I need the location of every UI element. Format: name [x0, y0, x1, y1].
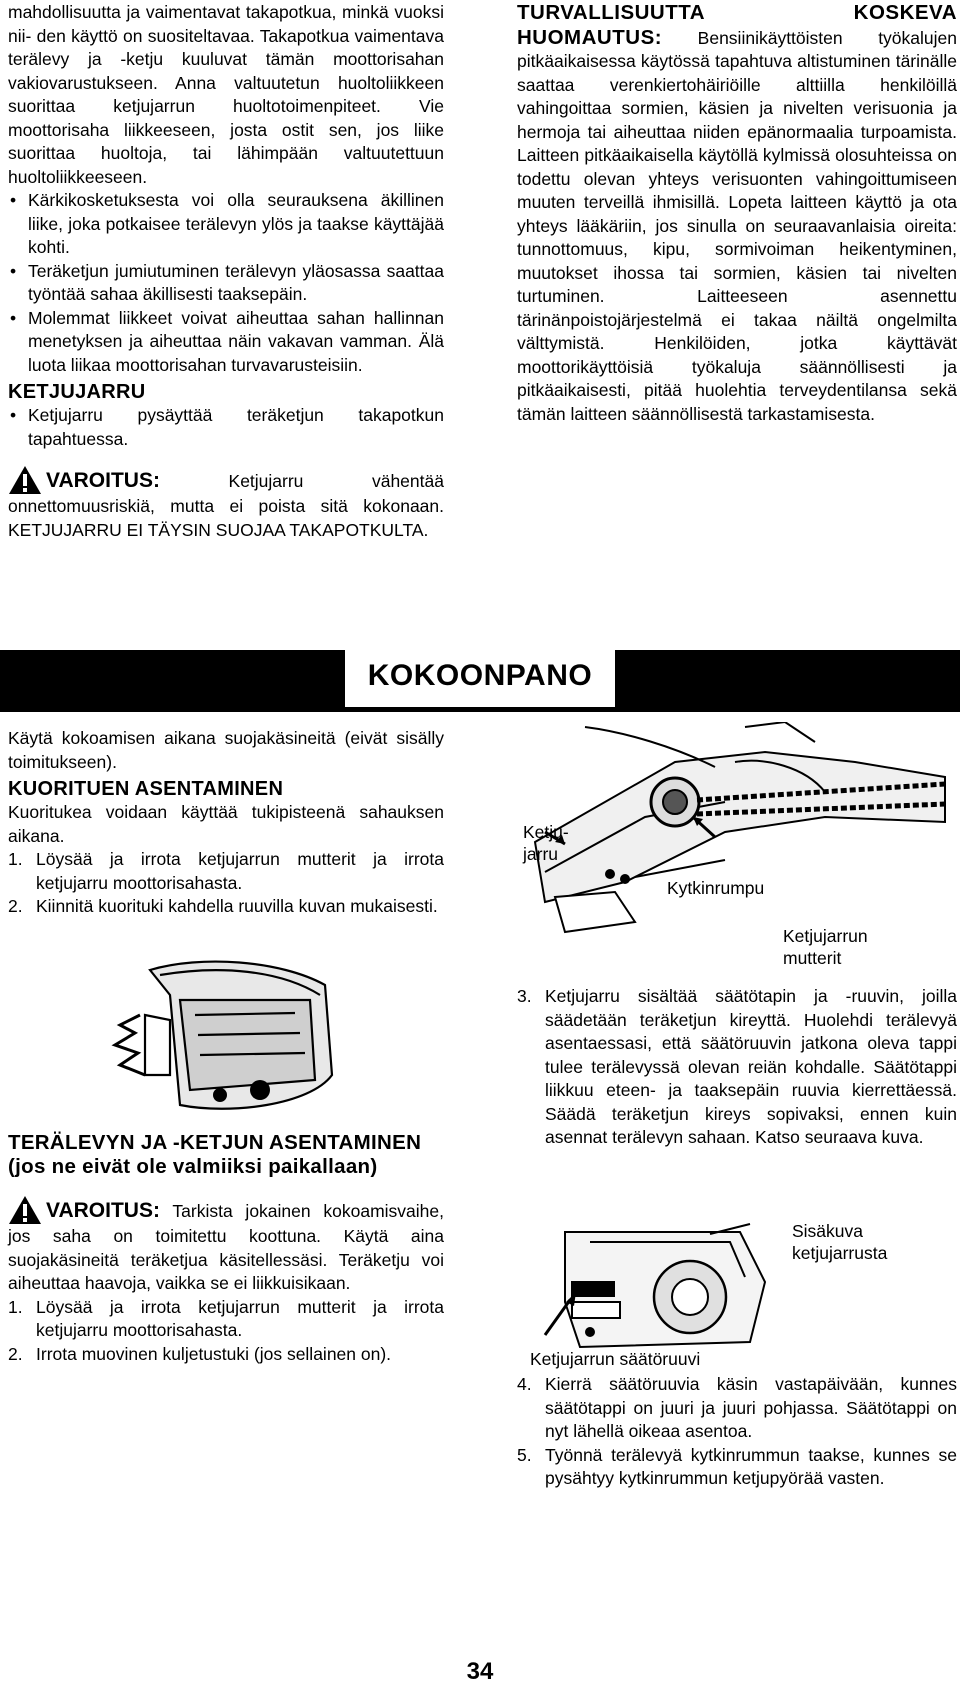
clutch-drum-illustration	[525, 722, 955, 972]
arrow-icon	[540, 1290, 580, 1340]
warning-label: VAROITUS:	[46, 1199, 160, 1222]
chain-brake-heading: KETJUJARRU	[8, 381, 146, 403]
bar-step-1: 1. Löysää ja irrota ketjujarrun mutterit ja irrota ketjujarru moottorisahasta.	[8, 1296, 444, 1340]
page-number: 34	[466, 1658, 494, 1685]
spike-step-2: 2. Kiinnitä kuorituki kahdella ruuvilla kuvan mukaisesti.	[8, 896, 438, 916]
label-clutch-drum: Kytkinrumpu	[667, 878, 765, 898]
intro-paragraph: mahdollisuutta ja vaimentavat takapotkua, minkä vuoksi nii- den käyttö on suositeltavaa. Takapotkua vaimentava terälevy ja -ketju kuuluvat tämän moottorisahan vakiovarustukseen. Anna valtuutetun huoltoliikkeen suorittaa ketjujarrun huoltotoimenpiteet. Vie moottorisaha liikkeeseen, josta ostit sen, jos liike suorittaa huoltoja, tai lähimpään valtuutettuun huoltoliikkeeseen.	[8, 2, 444, 187]
spike-heading: KUORITUEN ASENTAMINEN	[8, 778, 284, 800]
step-4-text: Kierrä säätöruuvia käsin vastapäivään, kunnes säätötappi on juuri ja juuri pohjassa. Säätötappi on nyt lähellä oikeaa asentoa.	[545, 1374, 957, 1441]
step-5-text: Työnnä terälevyä kytkinrummun taakse, kunnes se pysähtyy kytkinrummun ketjupyörää vasten.	[545, 1444, 957, 1488]
left-column-assembly	[8, 727, 444, 919]
label-inside-view: Sisäkuva ketjujarrusta	[792, 1221, 888, 1263]
bar-step-2: 2. Irrota muovinen kuljetustuki (jos sellainen on).	[8, 1343, 392, 1364]
gloves-paragraph: Käytä kokoamisen aikana suojakäsineitä (eivät sisälly toimitukseen).	[8, 728, 444, 772]
kickback-bullet-2: • Teräketjun jumiutuminen terälevyn yläosassa saattaa työntää sahaa äkillisesti taaksepäin.	[8, 260, 444, 307]
section-title: KOKOONPANO	[345, 645, 615, 707]
vibration-notice-heading: TURVALLISUUTTA KOSKEVA HUOMAUTUS:	[517, 1, 957, 49]
left-column-top	[8, 0, 444, 542]
warning-text: Ketjujarru vähentää onnettomuusriskiä, mutta ei poista sitä kokonaan. KETJUJARRU EI TÄYSIN SUOJAA TAKAPOTKULTA.	[8, 471, 444, 540]
step-3-text: Ketjujarru sisältää säätötapin ja -ruuvin, joilla säädetään teräketjun kireyttä. Huolehdi terälevyä asentaessasi, että säätöruuvin jatkona oleva tappi tulee terälevyssä olevan reiän kohdalle. Säätötappi liikkuu eteen- ja taaksepäin ruuvia kierrettäessä. Säädä teräketjun kireys sopivaksi, ennen kuin asennat terälevyn sahaan. Katso seuraava kuva.	[545, 986, 957, 1147]
section-banner	[0, 650, 960, 712]
kickback-bullet-3: • Molemmat liikkeet voivat aiheuttaa sahan hallinnan menetyksen ja aiheuttaa näin vakavan vamman. Älä luota liikaa moottorisahan turvavarusteisiin.	[8, 307, 444, 378]
bar-chain-heading: TERÄLEVYN JA -KETJUN ASENTAMINEN (jos ne eivät ole valmiiksi paikallaan)	[8, 1131, 422, 1178]
chain-brake-inside-illustration	[560, 1222, 770, 1352]
label-adjust-screw: Ketjujarrun säätöruuvi	[530, 1349, 701, 1369]
warning-triangle-icon	[8, 1195, 42, 1225]
left-column-bar-chain	[8, 1127, 444, 1366]
label-brake-nuts: Ketjujarrun mutterit	[783, 926, 868, 968]
spike-step-1: 1. Löysää ja irrota ketjujarrun mutterit ja irrota ketjujarru moottorisahasta.	[8, 849, 444, 893]
label-chain-brake: Ketju- jarru	[523, 822, 569, 864]
bar-chain-warning	[8, 1195, 444, 1296]
right-steps-4-5: 4. Kierrä säätöruuvia käsin vastapäivään, kunnes säätötappi on juuri ja juuri pohjassa. Säätötappi on nyt lähellä oikeaa asentoa. 5. Työnnä terälevyä kytkinrummun taakse, kunnes se pysähtyy kytkinrummun ketjupyörää vasten.	[517, 1374, 957, 1488]
vibration-notice	[517, 1, 957, 426]
warning-text: Tarkista jokainen kokoamisvaihe, jos saha on toimitettu koottuna. Käytä aina suojakäsineitä teräketjua käsitellessäsi. Teräketju voi aiheuttaa haavoja, vaikka se ei liikkuisikaan.	[8, 1201, 444, 1293]
warning-triangle-icon	[8, 465, 42, 495]
kickback-bullet-1: • Kärkikosketuksesta voi olla seurauksena äkillinen liike, joka potkaisee terälevyn ylös ja taakse käyttäjää kohti.	[8, 189, 444, 260]
chain-brake-bullet: • Ketjujarru pysäyttää teräketjun takapotkun tapahtuessa.	[8, 404, 444, 451]
vibration-notice-text: Bensiinikäyttöisten työkalujen pitkäaikaisessa käytössä tapahtuva altistuminen tärinälle saattaa verenkiertohäiriöille alttiilla henkilöillä vahingoittaa sormien, käsien ja nivelten verisuonia ja hermoja tai aiheuttaa niiden epänormaalia turpoamista. Laitteen pitkäaikaisella käytöllä kylmissä olosuhteissa on todettu olevan yhteys verisuonten vahingoittumiseen muuten terveillä ihmisillä. Lopeta laitteen käyttö ja ota yhteys lääkäriin, jos sinulla on seuraavanlaisia oireita: tunnottomuus, kipu, sormivoiman heikentyminen, muutokset ihossa tai sormien, käsien tai nivelten turtuminen. Laitteeseen asennettu tärinänpoistojärjestelmä ei takaa näiltä ongelmilta välttymistä. Henkilöiden, jotka käyttävät moottorikäyttöisiä työkaluja säännöllisesti ja pitkäaikaisesti, pitää huolehtia terveydentilansa sekä tämän laitteen säännöllisestä tarkastamisesta.	[517, 27, 957, 424]
warning-label: VAROITUS:	[46, 469, 160, 492]
right-step-3: 3. Ketjujarru sisältää säätötapin ja -ruuvin, joilla säädetään teräketjun kireyttä. Huolehdi terälevyä asentaessasi, että säätöruuvin jatkona oleva tappi tulee terälevyssä olevan reiän kohdalle. Säätötappi liikkuu eteen- ja taaksepäin ruuvia kierrettäessä. Säädä teräketjun kireys sopivaksi, ennen kuin asennat terälevyn sahaan. Katso seuraava kuva.	[517, 986, 957, 1147]
spike-paragraph: Kuoritukea voidaan käyttää tukipisteenä sahauksen aikana.	[8, 802, 444, 846]
bumper-spike-illustration	[110, 955, 340, 1115]
chain-brake-warning	[8, 465, 444, 542]
right-column-top	[517, 0, 957, 426]
